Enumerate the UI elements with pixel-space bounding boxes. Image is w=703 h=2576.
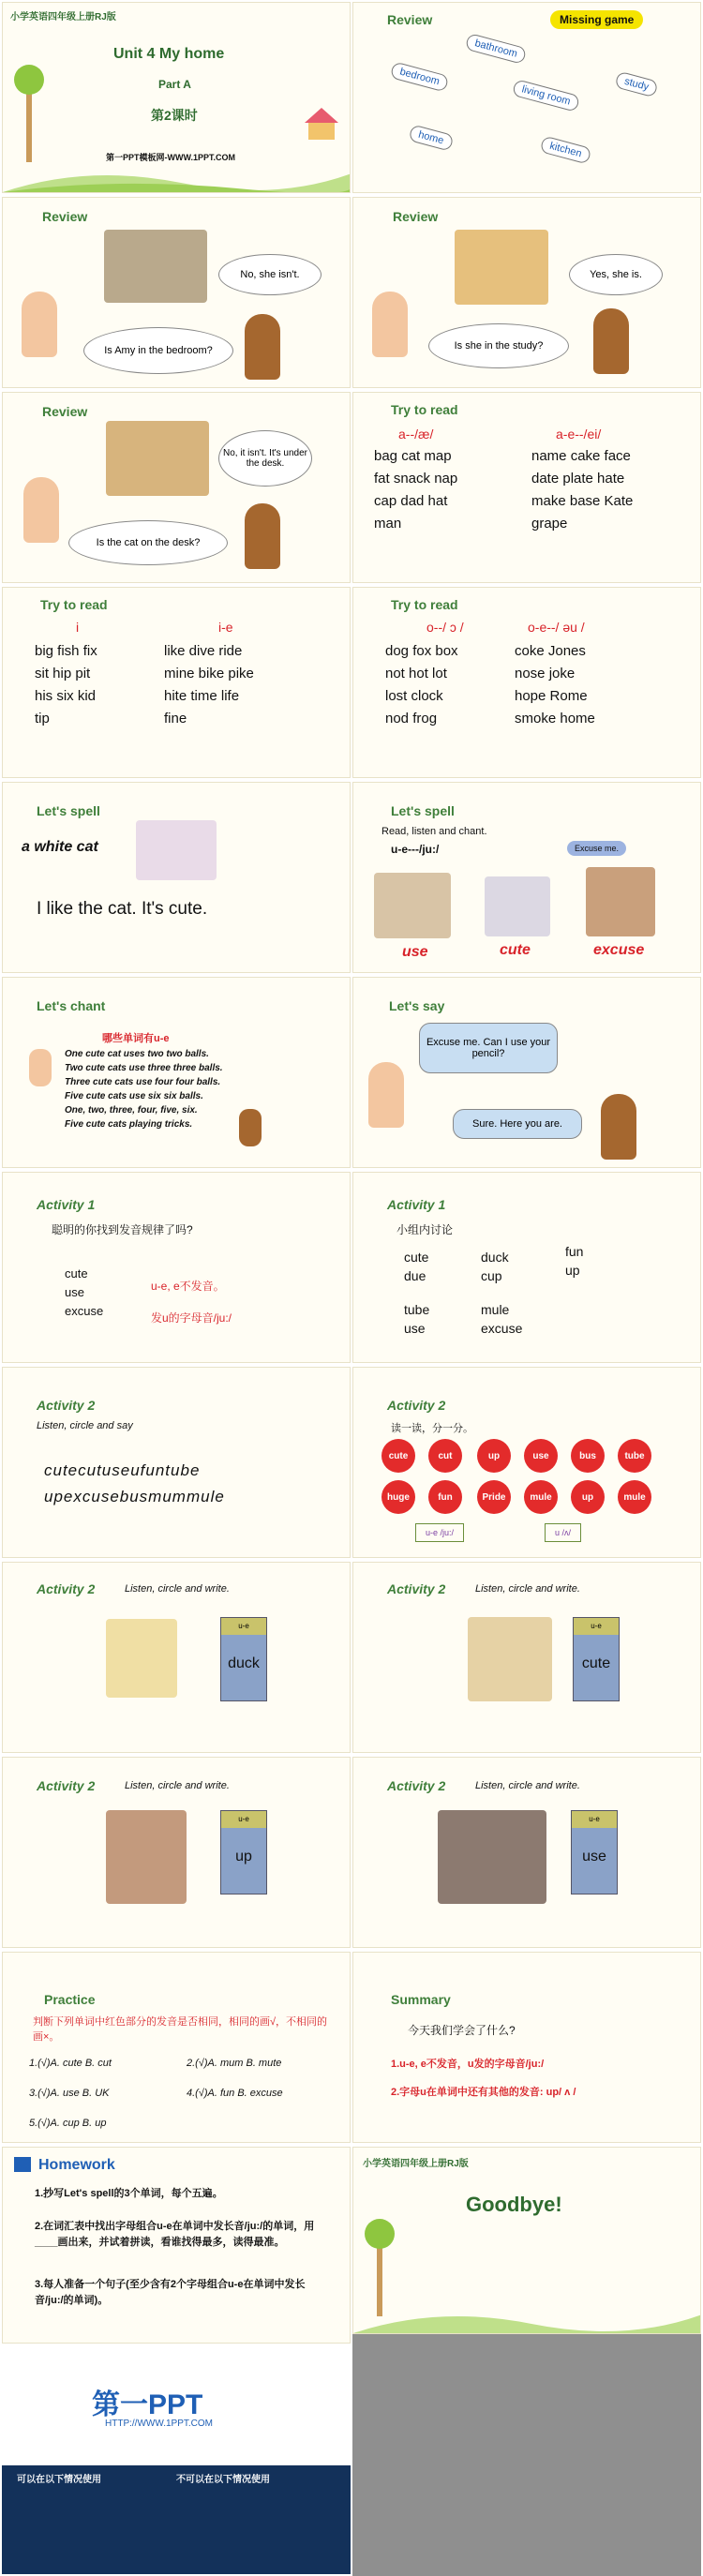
slide-title: Let's spell bbox=[37, 803, 100, 818]
instruction: Listen, circle and write. bbox=[475, 1583, 580, 1595]
slide-title: Review bbox=[393, 209, 439, 224]
boy-avatar bbox=[368, 1062, 404, 1128]
slide-activity-2-apples bbox=[352, 1367, 701, 1558]
bedroom-image bbox=[104, 230, 207, 303]
answer-bubble: No, she isn't. bbox=[218, 254, 322, 295]
part-label: Part A bbox=[158, 78, 191, 91]
slide-title: Homework bbox=[38, 2157, 115, 2173]
slide-title: Try to read bbox=[391, 402, 458, 417]
plane-living-room: living room bbox=[512, 79, 580, 112]
brand-url[interactable]: HTTP://WWW.1PPT.COM bbox=[105, 2419, 213, 2429]
homework-item: 1.抄写Let's spell的3个单词，每个五遍。 bbox=[35, 2188, 223, 2199]
chant-question: 哪些单词有u-e bbox=[102, 1033, 170, 1044]
slide-title: Activity 2 bbox=[37, 1778, 96, 1793]
slide-title: Activity 1 bbox=[37, 1197, 96, 1212]
study-image bbox=[455, 230, 548, 305]
question-bubble: Is the cat on the desk? bbox=[68, 520, 228, 565]
apple-word[interactable]: mule bbox=[618, 1480, 651, 1514]
word-column-i-e: like dive ride mine bike pike hite time life fine bbox=[164, 643, 254, 726]
slide-activity-1a bbox=[2, 1172, 351, 1363]
missing-game-badge: Missing game bbox=[550, 10, 643, 29]
unit-title: Unit 4 My home bbox=[113, 46, 225, 62]
girl-avatar bbox=[593, 308, 629, 374]
instruction: Listen, circle and write. bbox=[125, 1583, 230, 1595]
slide-try-to-read-a bbox=[352, 392, 701, 583]
duck-image bbox=[106, 1619, 177, 1698]
sound-a: a--/æ/ bbox=[398, 427, 434, 442]
rule-1: u-e, e不发音。 bbox=[151, 1280, 225, 1293]
sound-o: o--/ ɔ / bbox=[426, 620, 464, 635]
hills-decoration bbox=[353, 2305, 701, 2333]
homework-item: 3.每人准备一个句子(至少含有2个字母组合u-e在单词中发长音/ju:/的单词)。 bbox=[35, 2279, 306, 2306]
slide-title: Try to read bbox=[40, 597, 108, 612]
excuse-me-bubble: Excuse me. bbox=[567, 841, 626, 856]
girl-avatar bbox=[239, 1109, 262, 1146]
series-label: 小学英语四年级上册RJ版 bbox=[363, 2159, 469, 2169]
instruction: Listen, circle and write. bbox=[475, 1780, 580, 1791]
apple-word[interactable]: mule bbox=[524, 1480, 558, 1514]
empty-area bbox=[352, 2334, 701, 2576]
template-ad bbox=[2, 2344, 351, 2574]
instruction: 读一读，分一分。 bbox=[391, 1423, 473, 1434]
slide-title: Activity 2 bbox=[387, 1581, 446, 1596]
slide-title: Activity 2 bbox=[37, 1398, 96, 1413]
boy-avatar bbox=[23, 477, 59, 543]
word-card: u-e up bbox=[220, 1810, 267, 1895]
sound-i: i bbox=[76, 620, 80, 635]
ad-footer bbox=[2, 2465, 351, 2574]
question-bubble: Is Amy in the bedroom? bbox=[83, 327, 233, 374]
word-column-a-e: name cake face date plate hate make base Kate grape bbox=[531, 448, 634, 532]
sound-i-e: i-e bbox=[218, 620, 233, 635]
monkey-ladder-image bbox=[106, 1810, 187, 1904]
slide-title: Practice bbox=[44, 1992, 96, 2007]
apple-word[interactable]: cute bbox=[381, 1439, 415, 1473]
slide-title: Review bbox=[42, 404, 88, 419]
slide-lets-chant bbox=[2, 977, 351, 1168]
hills-decoration bbox=[3, 164, 351, 192]
word-column-i: big fish fix sit hip pit his six kid tip bbox=[35, 643, 97, 726]
usage-allowed: 可以在以下情况使用 bbox=[17, 2475, 101, 2485]
word-card: u-e duck bbox=[220, 1617, 267, 1701]
apple-word[interactable]: tube bbox=[618, 1439, 651, 1473]
word-use: use bbox=[402, 944, 428, 960]
slide-homework bbox=[2, 2147, 351, 2344]
tree-icon bbox=[10, 50, 48, 172]
practice-item: 3.(√)A. use B. UK bbox=[29, 2088, 110, 2099]
puppy-image bbox=[468, 1617, 552, 1701]
slide-review-cat bbox=[2, 392, 351, 583]
phrase: a white cat bbox=[22, 839, 98, 855]
question: 聪明的你找到发音规律了吗? bbox=[52, 1223, 193, 1236]
slide-activity-2-use bbox=[352, 1757, 701, 1948]
sentence: I like the cat. It's cute. bbox=[37, 899, 208, 919]
answer-bubble: No, it isn't. It's under the desk. bbox=[218, 430, 312, 487]
usage-forbidden: 不可以在以下情况使用 bbox=[176, 2475, 270, 2485]
girl-avatar bbox=[601, 1094, 636, 1160]
slide-title bbox=[2, 2, 351, 193]
letter-string-1[interactable]: cutecutuseufuntube bbox=[44, 1461, 201, 1479]
answer-bubble: Yes, she is. bbox=[569, 254, 663, 295]
desk-cat-image bbox=[106, 421, 209, 496]
slide-title: Activity 2 bbox=[387, 1778, 446, 1793]
question-bubble: Excuse me. Can I use your pencil? bbox=[419, 1023, 558, 1073]
group-4: tube use bbox=[404, 1302, 430, 1336]
slide-activity-2-circle bbox=[2, 1367, 351, 1558]
summary-point-1: 1.u-e, e不发音，u发的字母音/ju:/ bbox=[391, 2059, 545, 2070]
word-card: u-e cute bbox=[573, 1617, 620, 1701]
sound-a-e: a-e--/ei/ bbox=[556, 427, 602, 442]
goodbye-text: Goodbye! bbox=[466, 2193, 562, 2216]
homework-icon bbox=[14, 2157, 31, 2172]
slide-title: Try to read bbox=[391, 597, 458, 612]
word-card: u-e use bbox=[571, 1810, 618, 1895]
white-cat-image bbox=[136, 820, 217, 880]
slide-lets-spell-2 bbox=[352, 782, 701, 973]
word-column-o: dog fox box not hot lot lost clock nod frog bbox=[385, 643, 458, 726]
slide-activity-1b bbox=[352, 1172, 701, 1363]
basket-u-e: u-e /ju:/ bbox=[415, 1523, 464, 1542]
slide-activity-2-up bbox=[2, 1757, 351, 1948]
plane-bathroom: bathroom bbox=[465, 33, 528, 65]
slide-activity-2-cute bbox=[352, 1562, 701, 1753]
apple-word[interactable]: up bbox=[571, 1480, 605, 1514]
hands-image bbox=[438, 1810, 546, 1904]
girl-avatar bbox=[245, 314, 280, 380]
excuse-image bbox=[586, 867, 655, 936]
house-icon bbox=[303, 106, 340, 143]
slide-lets-spell-1 bbox=[2, 782, 351, 973]
apple-word[interactable]: cut bbox=[428, 1439, 462, 1473]
word-list: cute use excuse bbox=[65, 1266, 104, 1318]
question-bubble: Is she in the study? bbox=[428, 323, 569, 368]
lesson-label: 第2课时 bbox=[151, 108, 198, 123]
apple-word[interactable]: bus bbox=[571, 1439, 605, 1473]
summary-point-2: 2.字母u在单词中还有其他的发音: up/ ʌ / bbox=[391, 2087, 576, 2098]
apple-word[interactable]: Pride bbox=[477, 1480, 511, 1514]
slide-title: Activity 2 bbox=[387, 1398, 446, 1413]
slide-title: Summary bbox=[391, 1992, 451, 2007]
sound-o-e: o-e--/ əu / bbox=[528, 620, 585, 635]
slide-title: Activity 1 bbox=[387, 1197, 446, 1212]
apple-word[interactable]: fun bbox=[428, 1480, 462, 1514]
slide-practice bbox=[2, 1952, 351, 2143]
question: 今天我们学会了什么? bbox=[408, 2024, 516, 2037]
plane-home: home bbox=[408, 124, 454, 151]
word-column-o-e: coke Jones nose joke hope Rome smoke home bbox=[515, 643, 595, 726]
boy-avatar bbox=[22, 292, 57, 357]
basket-u: u /ʌ/ bbox=[545, 1523, 581, 1542]
boy-avatar bbox=[372, 292, 408, 357]
group-1: cute due bbox=[404, 1250, 429, 1283]
practice-item: 1.(√)A. cute B. cut bbox=[29, 2058, 112, 2069]
slide-review-planes bbox=[352, 2, 701, 193]
instruction: Listen, circle and say bbox=[37, 1420, 133, 1431]
plane-kitchen: kitchen bbox=[540, 135, 592, 164]
slide-activity-2-duck bbox=[2, 1562, 351, 1753]
practice-item: 4.(√)A. fun B. excuse bbox=[187, 2088, 283, 2099]
slide-review-bedroom bbox=[2, 197, 351, 388]
slide-try-to-read-o bbox=[352, 587, 701, 778]
cute-image bbox=[485, 876, 550, 936]
slide-title: Activity 2 bbox=[37, 1581, 96, 1596]
slide-summary bbox=[352, 1952, 701, 2143]
apple-word[interactable]: huge bbox=[381, 1480, 415, 1514]
practice-item: 2.(√)A. mum B. mute bbox=[187, 2058, 282, 2069]
rule-2: 发u的字母音/ju:/ bbox=[151, 1311, 232, 1325]
question: 小组内讨论 bbox=[396, 1223, 454, 1236]
word-cute: cute bbox=[500, 942, 531, 958]
group-5: mule excuse bbox=[481, 1302, 523, 1336]
instruction: Read, listen and chant. bbox=[381, 826, 487, 837]
brand-logo: 第一PPT bbox=[92, 2389, 203, 2420]
group-2: duck cup bbox=[481, 1250, 509, 1283]
word-column-a: bag cat map fat snack nap cap dad hat man bbox=[374, 448, 458, 532]
slide-try-to-read-i bbox=[2, 587, 351, 778]
slide-title: Review bbox=[42, 209, 88, 224]
answer-bubble: Sure. Here you are. bbox=[453, 1109, 582, 1139]
slide-title: Let's say bbox=[389, 998, 445, 1013]
slide-review-study bbox=[352, 197, 701, 388]
instruction: Listen, circle and write. bbox=[125, 1780, 230, 1791]
girl-avatar bbox=[245, 503, 280, 569]
practice-item: 5.(√)A. cup B. up bbox=[29, 2118, 107, 2129]
plane-study: study bbox=[614, 71, 658, 98]
group-3: fun up bbox=[565, 1244, 584, 1278]
use-image bbox=[374, 873, 451, 938]
sound-label: u-e---/ju:/ bbox=[391, 843, 440, 856]
site-label: 第一PPT模板网-WWW.1PPT.COM bbox=[106, 153, 235, 162]
chant-lines: One cute cat uses two two balls. Two cute cats use three three balls. Three cute cats use four four balls. Five cute cats use six six balls. One, two, three, four, five, six. Five cute cats playing tricks. bbox=[65, 1049, 223, 1130]
slide-title: Let's spell bbox=[391, 803, 455, 818]
slide-title: Let's chant bbox=[37, 998, 106, 1013]
plane-bedroom: bedroom bbox=[390, 61, 450, 92]
boy-avatar bbox=[29, 1049, 52, 1086]
apple-word[interactable]: use bbox=[524, 1439, 558, 1473]
series-label: 小学英语四年级上册RJ版 bbox=[10, 12, 116, 22]
slide-title: Review bbox=[387, 12, 433, 27]
slide-lets-say bbox=[352, 977, 701, 1168]
word-excuse: excuse bbox=[593, 942, 645, 958]
slide-goodbye bbox=[352, 2147, 701, 2334]
question: 判断下列单词中红色部分的发音是否相同，相同的画√，不相同的画×。 bbox=[33, 2016, 328, 2043]
letter-string-2[interactable]: upexcusebusmummule bbox=[44, 1488, 225, 1505]
homework-item: 2.在词汇表中找出字母组合u-e在单词中发长音/ju:/的单词，用____画出来，并试着拼读，看谁找得最多，读得最准。 bbox=[35, 2221, 315, 2248]
apple-word[interactable]: up bbox=[477, 1439, 511, 1473]
